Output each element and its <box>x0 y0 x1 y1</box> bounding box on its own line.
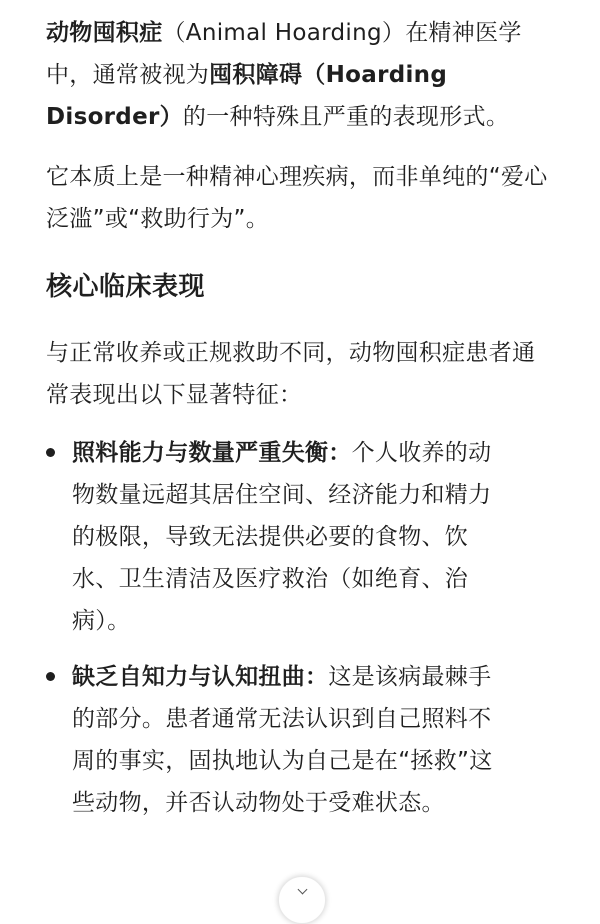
chevron-up-icon <box>298 885 308 895</box>
list-item-text: 个人收养的动物数量远超其居住空间、经济能力和精力的极限，导致无法提供必要的食物、饮水、卫生清洁及医疗救治（如绝育、治病）。 <box>72 440 492 634</box>
list-item-title: 照料能力与数量严重失衡： <box>72 440 352 466</box>
section-heading: 核心临床表现 <box>46 272 206 302</box>
article-body <box>46 12 556 824</box>
list-item-text: 这是该病最棘手的部分。患者通常无法认识到自己照料不周的事实，固执地认为自己是在“拯救”这些动物，并否认动物处于受难状态。 <box>72 664 493 816</box>
list-item <box>46 656 512 824</box>
feature-list <box>46 432 556 824</box>
intro-text-2: 的一种特殊且严重的表现形式。 <box>182 104 510 130</box>
term-english: （Animal Hoarding） <box>162 20 406 46</box>
section-intro: 与正常收养或正规救助不同，动物囤积症患者通常表现出以下显著特征： <box>46 340 536 408</box>
bullet-dot-icon <box>46 448 55 457</box>
intro-paragraph <box>46 12 556 138</box>
scroll-button[interactable] <box>278 876 326 924</box>
nature-paragraph: 它本质上是一种精神心理疾病，而非单纯的“爱心泛滥”或“救助行为”。 <box>46 164 548 232</box>
list-item-title: 缺乏自知力与认知扭曲： <box>72 664 329 690</box>
intro-text-1: 在精神医学中，通常被视为 <box>46 20 522 88</box>
list-item <box>46 432 512 642</box>
bullet-dot-icon <box>46 672 55 681</box>
term-bold: 动物囤积症 <box>46 20 163 46</box>
disorder-bold: 囤积障碍（Hoarding Disorder） <box>46 62 448 130</box>
